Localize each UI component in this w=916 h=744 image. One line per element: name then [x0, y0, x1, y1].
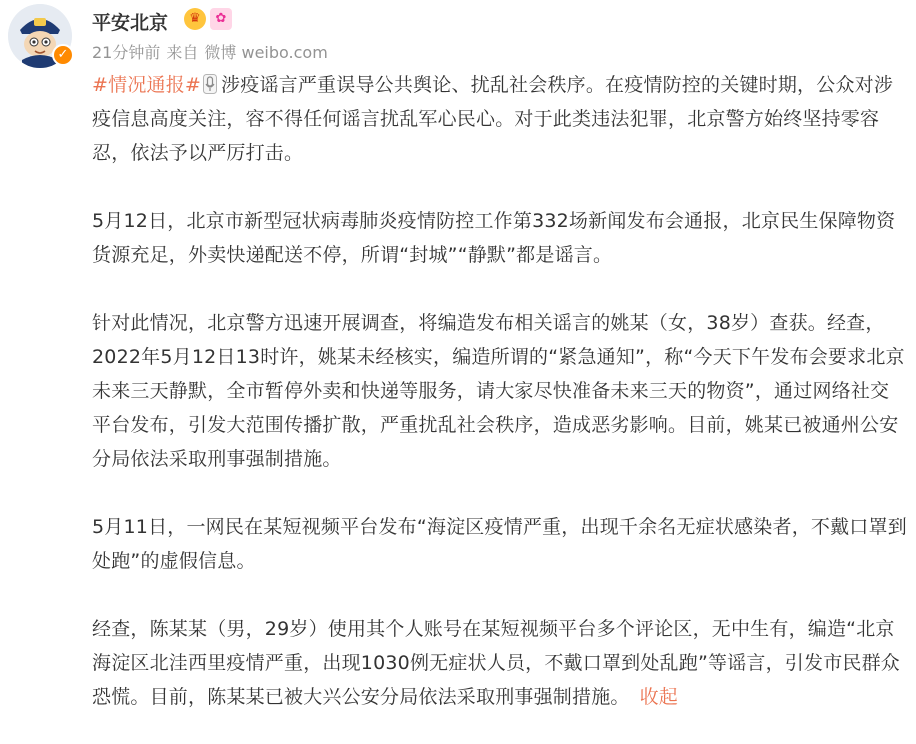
- post-meta: [92, 40, 334, 63]
- verified-icon: ✓: [52, 44, 74, 66]
- post-paragraph: 针对此情况，北京警方迅速开展调查，将编造发布相关谣言的姚某（女，38岁）查获。经查，2022年5月12日13时许，姚某未经核实，编造所谓的“紧急通知”，称“今天下午发布会要求北京未来三天静默，全市暂停外卖和快递等服务，请大家尽快准备未来三天的物资”，通过网络社交平台发布，引发大范围传播扩散，严重扰乱社会秩序，造成恶劣影响。目前，姚某已被通州公安分局依法采取刑事强制措施。: [92, 312, 905, 470]
- author-name[interactable]: 平安北京: [92, 12, 169, 34]
- post-content: [92, 68, 908, 714]
- crown-badge-icon[interactable]: ♛: [184, 8, 206, 30]
- post-time[interactable]: 21分钟前: [92, 43, 161, 62]
- post-paragraph: 5月11日，一网民在某短视频平台发布“海淀区疫情严重，出现千余名无症状感染者，不戴口罩到处跑”的虚假信息。: [92, 516, 907, 572]
- post-source[interactable]: 微博 weibo.com: [204, 43, 328, 62]
- hashtag-link[interactable]: #情况通报#: [92, 74, 202, 96]
- paragraph-text: 涉疫谣言严重误导公共舆论、扰乱社会秩序。在疫情防控的关键时期，公众对涉疫信息高度关注，容不得任何谣言扰乱军心民心。对于此类违法犯罪，北京警方始终坚持零容忍，依法予以严厉打击。: [92, 74, 894, 164]
- source-prefix: 来自: [166, 43, 199, 62]
- post-paragraph: [92, 68, 908, 170]
- collapse-link[interactable]: 收起: [639, 686, 679, 708]
- post-paragraph: 5月12日，北京市新型冠状病毒肺炎疫情防控工作第332场新闻发布会通报，北京民生保障物资货源充足，外卖快递配送不停，所谓“封城”“静默”都是谣言。: [92, 210, 896, 266]
- post-paragraph: [92, 612, 908, 714]
- paragraph-text: 经查，陈某某（男，29岁）使用其个人账号在某短视频平台多个评论区，无中生有，编造“北京海淀区北洼西里疫情严重，出现1030例无症状人员，不戴口罩到处乱跑”等谣言，引发市民群众恐慌。目前，陈某某已被大兴公安分局依法采取刑事强制措施。: [92, 618, 900, 708]
- microphone-icon: [203, 71, 217, 91]
- flower-badge-icon[interactable]: ✿: [210, 8, 232, 30]
